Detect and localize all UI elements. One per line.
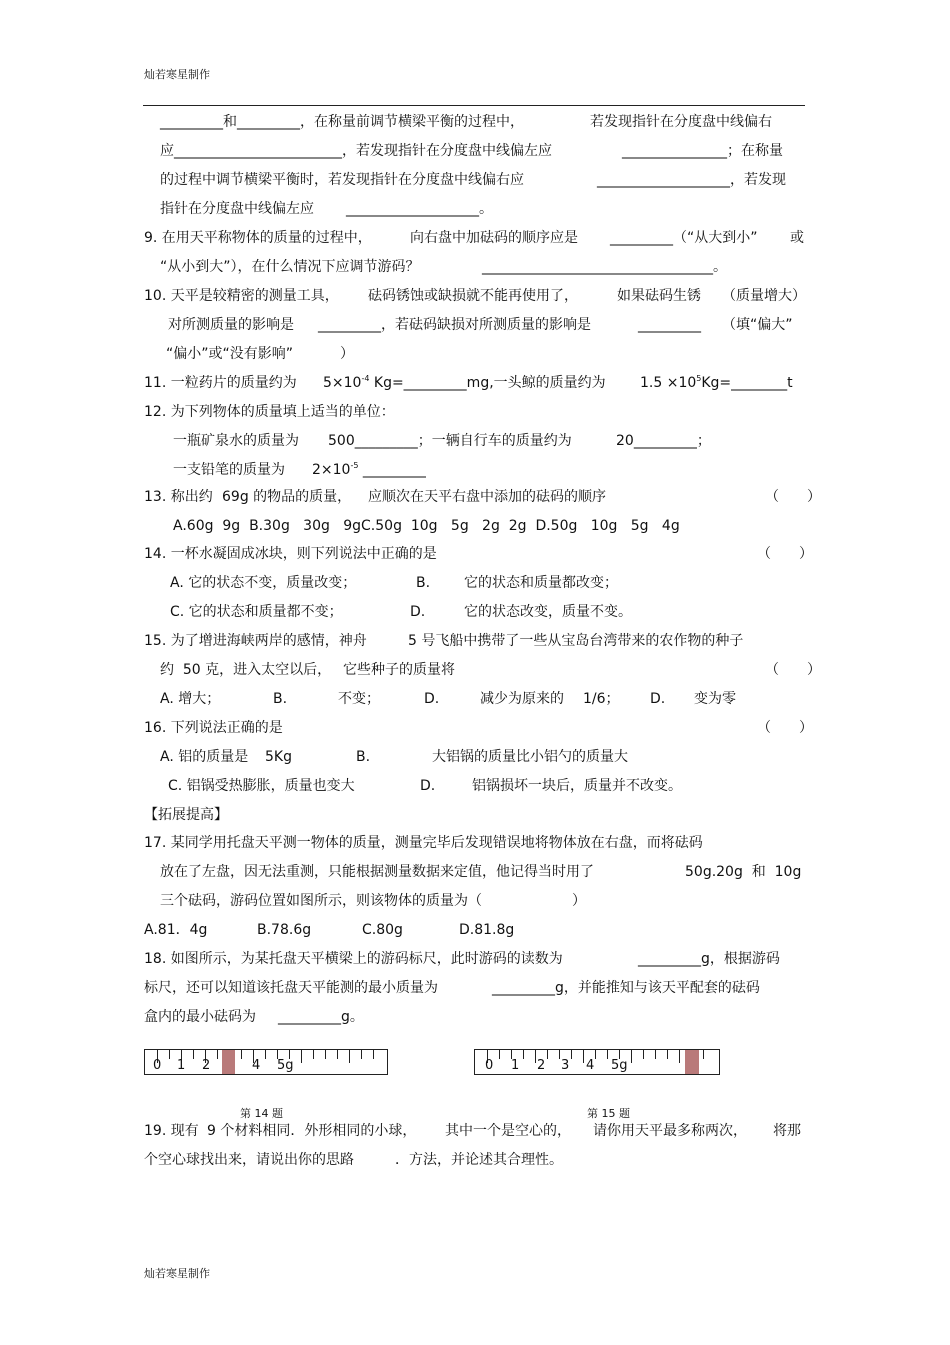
text-segment: 放在了左盘，因无法重测，只能根据测量数据来定值，他记得当时用了 <box>160 864 594 880</box>
text-segment: 17. 某同学用托盘天平测一物体的质量，测量完毕后发现错误地将物体放在右盘，而将砝码 <box>144 835 703 851</box>
text-line <box>0 745 950 769</box>
scale-tick <box>373 1050 374 1059</box>
scale-number: 5g <box>277 1058 294 1073</box>
text-segment: 将那 <box>773 1123 801 1139</box>
text-line <box>0 139 950 163</box>
text-line <box>0 429 950 453</box>
rider-scale-figure-15 <box>474 1049 720 1075</box>
figure-caption-15: 第 15 题 <box>587 1107 630 1120</box>
text-segment: （质量增大） <box>722 288 806 304</box>
text-segment: 砝码锈蚀或缺损就不能再使用了， <box>368 288 578 304</box>
text-segment: 一瓶矿泉水的质量为 <box>173 433 299 449</box>
scale-tick <box>679 1050 680 1063</box>
text-segment: 如果砝码生锈 <box>617 288 701 304</box>
text-line <box>0 1119 950 1143</box>
text-segment: 10. 天平是较精密的测量工具， <box>144 288 339 304</box>
scale-number: 0 <box>485 1058 494 1073</box>
scale-number: 3 <box>561 1058 570 1073</box>
text-segment: 不变； <box>338 691 380 707</box>
scale-tick <box>607 1050 608 1059</box>
text-segment: B. <box>416 575 431 591</box>
text-line <box>0 514 950 538</box>
text-segment: 变为零 <box>694 691 736 707</box>
text-segment: 指针在分度盘中线偏左应 <box>160 201 314 217</box>
text-segment: 15. 为了增进海峡两岸的感情，神舟 <box>144 633 367 649</box>
text-line <box>0 716 950 740</box>
text-line <box>0 1148 950 1172</box>
text-segment: ） <box>572 893 586 909</box>
text-line <box>0 197 950 221</box>
text-segment: A.60g 9g B.30g 30g 9gC.50g 10g 5g 2g 2g D.50g 10g 5g 4g <box>173 518 680 534</box>
rider-marker <box>222 1050 235 1074</box>
scale-number: 2 <box>202 1058 211 1073</box>
text-segment: $1.5 \times 10^5Kg=\_\_\_\_\_\_\_\_t$ <box>640 374 793 391</box>
text-line <box>0 889 950 913</box>
scale-tick <box>349 1050 350 1063</box>
text-segment: 12. 为下列物体的质量填上适当的单位： <box>144 404 395 420</box>
text-segment: 大铝锅的质量比小铝勺的质量大 <box>432 749 628 765</box>
text-segment: _________g。 <box>278 1009 364 1025</box>
scale-tick <box>361 1050 362 1059</box>
text-segment: （ ） <box>765 489 821 505</box>
scale-number: 5g <box>611 1058 628 1073</box>
page-footer: 灿若寒星制作 <box>144 1267 210 1280</box>
text-line <box>0 629 950 653</box>
text-line <box>0 918 950 942</box>
text-segment: 约 50 克，进入太空以后， <box>160 662 332 678</box>
text-line <box>0 860 950 884</box>
scale-number: 1 <box>177 1058 186 1073</box>
text-line <box>0 542 950 566</box>
text-segment: _________g，根据游码 <box>638 951 780 967</box>
scale-tick <box>655 1050 656 1059</box>
scale-tick <box>571 1050 572 1059</box>
text-segment: 50g.20g 和 10g <box>685 864 802 880</box>
scale-tick <box>631 1050 632 1063</box>
text-segment: C. 铝锅受热膨胀，质量也变大 <box>168 778 355 794</box>
text-segment: 16. 下列说法正确的是 <box>144 720 283 736</box>
text-segment: C.80g <box>362 922 403 938</box>
text-segment: D.81.8g <box>459 922 515 938</box>
scale-number: 1 <box>511 1058 520 1073</box>
header-rule <box>143 105 805 106</box>
text-segment: ___________________。 <box>346 201 493 217</box>
text-segment: D. <box>410 604 426 620</box>
rider-marker <box>685 1050 699 1074</box>
text-segment: 11. 一粒药片的质量约为 <box>144 375 297 391</box>
text-segment: B.78.6g <box>257 922 312 938</box>
text-segment: 标尺，还可以知道该托盘天平能测的最小质量为 <box>144 980 438 996</box>
scale-tick <box>265 1050 266 1059</box>
text-segment: 应________________________，若发现指针在分度盘中线偏左应 <box>160 143 552 159</box>
text-segment: 盒内的最小砝码为 <box>144 1009 256 1025</box>
text-segment: （ ） <box>757 546 813 562</box>
figure-caption-14: 第 14 题 <box>240 1107 283 1120</box>
scale-tick <box>325 1050 326 1059</box>
page-header: 灿若寒星制作 <box>144 68 210 81</box>
text-segment: 一支铅笔的质量为 <box>173 462 285 478</box>
text-segment: _________，若砝码缺损对所测质量的影响是 <box>318 317 591 333</box>
text-segment: B. <box>356 749 371 765</box>
text-line <box>0 947 950 971</box>
text-segment: 9 个材料相同．外形相同的小球， <box>207 1123 417 1139</box>
text-segment: 铝锅损坏一块后，质量并不改变。 <box>472 778 682 794</box>
scale-tick <box>559 1050 560 1059</box>
text-line <box>0 284 950 308</box>
scale-number: 4 <box>252 1058 261 1073</box>
text-segment: D. <box>650 691 666 707</box>
text-line <box>0 600 950 624</box>
text-segment: 19. 现有 <box>144 1123 199 1139</box>
text-line <box>0 1005 950 1029</box>
text-segment: _______________；在称量 <box>622 143 783 159</box>
scale-number: 2 <box>537 1058 546 1073</box>
text-line <box>0 342 950 366</box>
text-line <box>0 803 950 827</box>
text-segment: 13. 称出约 <box>144 489 213 505</box>
text-segment: _________和_________，在称量前调节横梁平衡的过程中， <box>160 114 524 130</box>
text-line <box>0 571 950 595</box>
text-line <box>0 255 950 279</box>
text-segment: 应顺次在天平右盘中添加的砝码的顺序 <box>368 489 606 505</box>
text-segment: A. 铝的质量是 <box>160 749 249 765</box>
text-segment: 5Kg <box>265 749 292 765</box>
text-segment: 69g 的物品的质量， <box>222 489 352 505</box>
text-line <box>0 168 950 192</box>
text-segment: _________ <box>638 317 701 333</box>
text-segment: （ ） <box>765 662 821 678</box>
text-line <box>0 458 950 482</box>
text-segment: 9. 在用天平称物体的质量的过程中， <box>144 230 372 246</box>
text-segment: 500_________；一辆自行车的质量约为 <box>328 433 572 449</box>
text-segment: 【拓展提高】 <box>144 807 228 823</box>
text-segment: A. 它的状态不变，质量改变； <box>170 575 357 591</box>
text-segment: 18. 如图所示，为某托盘天平横梁上的游码标尺，此时游码的读数为 <box>144 951 563 967</box>
text-line <box>0 371 950 395</box>
text-segment: 三个砝码，游码位置如图所示，则该物体的质量为（ <box>160 893 482 909</box>
scale-number: 0 <box>153 1058 162 1073</box>
text-segment: 的过程中调节横梁平衡时，若发现指针在分度盘中线偏右应 <box>160 172 524 188</box>
scale-tick <box>337 1050 338 1059</box>
scale-number: 4 <box>586 1058 595 1073</box>
text-segment: ） <box>340 346 354 362</box>
scale-tick <box>583 1050 584 1063</box>
text-line <box>0 976 950 1000</box>
scale-tick <box>241 1050 242 1059</box>
scale-tick <box>703 1050 704 1059</box>
text-line <box>0 110 950 134</box>
text-segment: 20_________； <box>616 433 711 449</box>
text-segment: 若发现指针在分度盘中线偏右 <box>590 114 772 130</box>
text-segment: “从小到大”），在什么情况下应调节游码？ <box>160 259 420 275</box>
text-segment: 向右盘中加砝码的顺序应是 <box>410 230 578 246</box>
scale-tick <box>547 1050 548 1059</box>
scale-tick <box>301 1050 302 1063</box>
scale-tick <box>595 1050 596 1059</box>
scale-tick <box>217 1050 218 1059</box>
text-segment: _________________________________。 <box>482 259 727 275</box>
text-segment: 或 <box>790 230 804 246</box>
text-segment: “偏小”或“没有影响” <box>166 346 294 362</box>
scale-tick <box>193 1050 194 1059</box>
text-segment: ___________________，若发现 <box>597 172 786 188</box>
text-segment: 对所测质量的影响是 <box>168 317 294 333</box>
text-line <box>0 687 950 711</box>
scale-tick <box>499 1050 500 1059</box>
text-segment: （ ） <box>757 720 813 736</box>
text-segment: C. 它的状态和质量都不变； <box>170 604 343 620</box>
text-segment: A. 增大； <box>160 691 221 707</box>
text-segment: 它的状态改变，质量不变。 <box>464 604 632 620</box>
text-segment: 它些种子的质量将 <box>343 662 455 678</box>
text-segment: $2\times 10^{-5}$ _________ <box>312 461 426 478</box>
text-segment: 减少为原来的 <box>480 691 564 707</box>
text-segment: 14. 一杯水凝固成冰块，则下列说法中正确的是 <box>144 546 437 562</box>
text-segment: D. <box>420 778 436 794</box>
text-segment: 其中一个是空心的， <box>445 1123 571 1139</box>
text-segment: $5\times 10^{-4}$ Kg=_________mg,一头鲸的质量约为 <box>323 374 606 391</box>
text-segment: 它的状态和质量都改变； <box>464 575 618 591</box>
text-line <box>0 400 950 424</box>
text-line <box>0 831 950 855</box>
scale-tick <box>523 1050 524 1059</box>
rider-scale-figure-14 <box>144 1049 388 1075</box>
text-segment: 5 号飞船中携带了一些从宝岛台湾带来的农作物的种子 <box>408 633 744 649</box>
scale-tick <box>535 1050 536 1063</box>
text-line <box>0 774 950 798</box>
text-segment: _________（“从大到小” <box>610 230 758 246</box>
text-line <box>0 658 950 682</box>
text-line <box>0 485 950 509</box>
text-segment: B. <box>273 691 288 707</box>
scale-tick <box>313 1050 314 1059</box>
text-line <box>0 313 950 337</box>
text-segment: ．方法，并论述其合理性。 <box>395 1152 563 1168</box>
scale-tick <box>643 1050 644 1059</box>
text-segment: _________g，并能推知与该天平配套的砝码 <box>492 980 760 996</box>
text-segment: （填“偏大” <box>722 317 793 333</box>
text-segment: 请你用天平最多称两次， <box>593 1123 747 1139</box>
text-line <box>0 226 950 250</box>
text-segment: 个空心球找出来，请说出你的思路 <box>144 1152 354 1168</box>
text-segment: D. <box>424 691 440 707</box>
scale-tick <box>169 1050 170 1059</box>
text-segment: 1/6； <box>583 691 620 707</box>
text-segment: A.81．4g <box>144 922 208 938</box>
scale-tick <box>667 1050 668 1059</box>
